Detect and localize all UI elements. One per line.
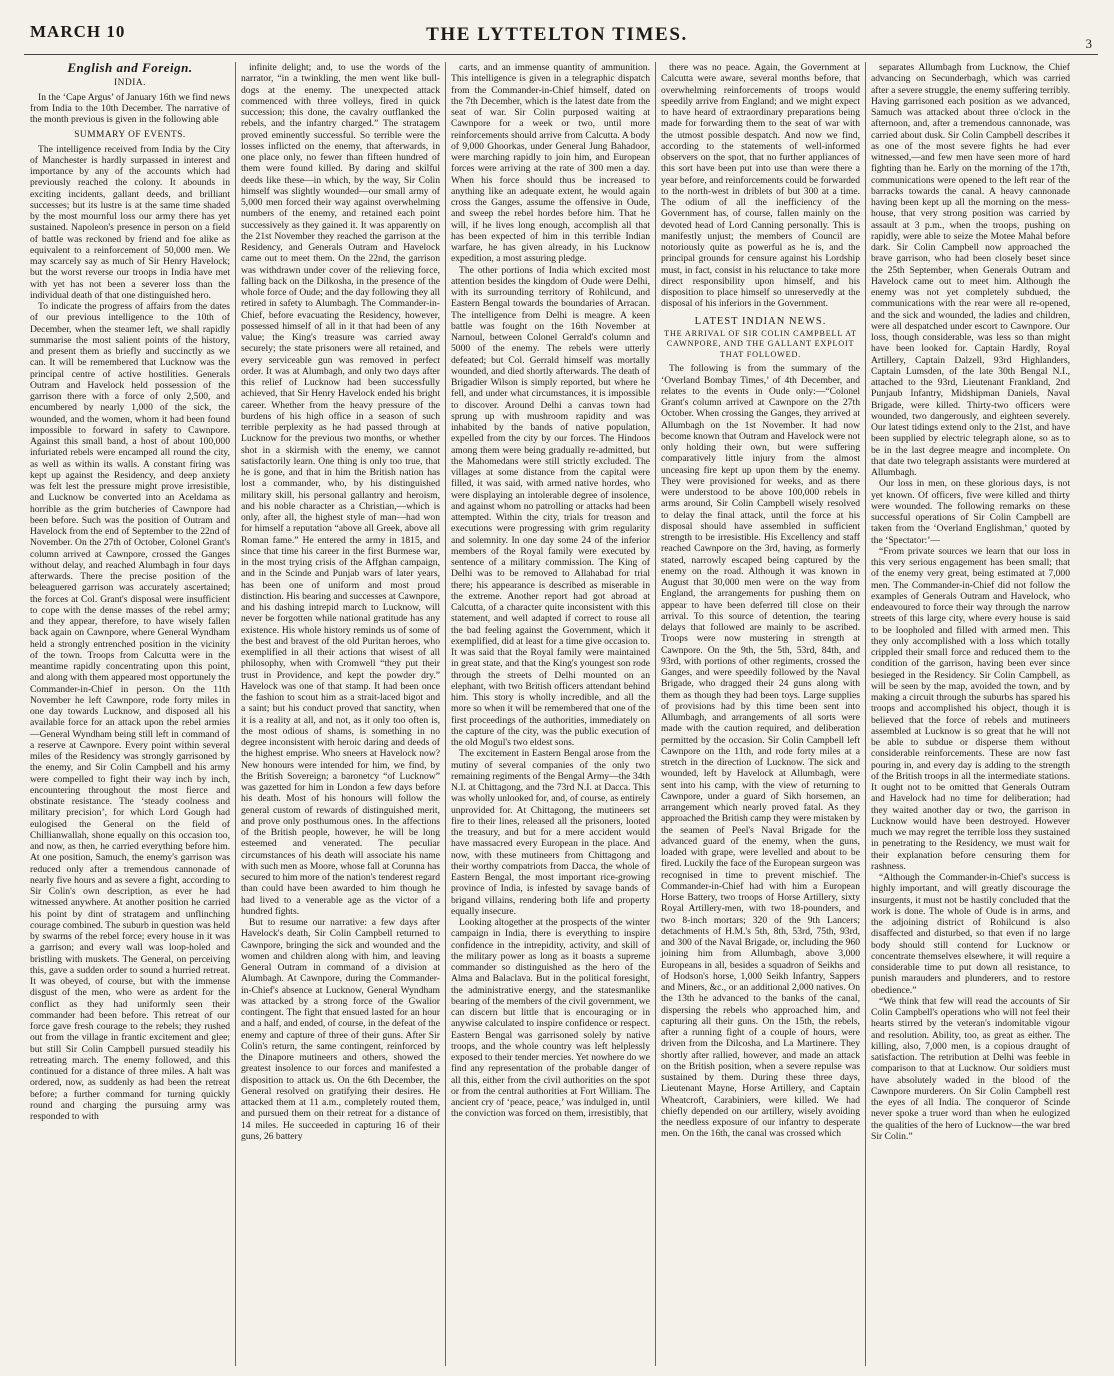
article-columns (25, 62, 1105, 1366)
masthead-rule (24, 54, 1098, 55)
article-heading-india: INDIA. (114, 78, 146, 89)
paragraph: infinite delight; and, to use the words of the narrator, “in a twinkling, the men went like bull-dogs at the enemy. The unexpected attack commenced with three volleys, fired in quick succession; this done, the cavalry outflanked the rebels, and the infantry charged.” The stratagem proved eminently successful. So terrible were the losses inflicted on the enemy, that afterwards, in one place only, no fewer than fifteen hundred of them were found killed. By daring and skilful deeds like these—in which, by the way, Sir Colin himself was slightly wounded—our small army of 5,000 men forced their way against overwhelming numbers of the enemy, and retained each point successively as they gained it. It was apparently on the 21st November they reached the garrison at the Residency, and Generals Outram and Havelock came out to meet them. On the 22nd, the garrison was withdrawn under cover of the relieving force, falling back on the Dilkosha, in the presence of the whole force of Oude; and the day following they all retired in safety to Alumbagh. The Commander-in-Chief, before evacuating the Residency, however, possessed himself of all in it that had been of any value; the King's treasure was carried away securely; the state prisoners were all retained, and every serviceable gun was removed in perfect order. It was at Alumbagh, and only two days after this relief of Lucknow had been successfully achieved, that Sir Henry Havelock ended his bright career. Whether from the heavy pressure of the burdens of his high office in a season of such terrible perplexity as he had passed through at Lucknow for the previous two months, or whether shot in a skirmish with the enemy, we cannot satisfactorily learn. One thing is only too true, that he is gone, and that in him the British nation has lost a commander, who, by his distinguished military skill, his personal gallantry and heroism, and his noble character as a Christian,—which is only, after all, the highest style of man—had won for himself a reputation “above all Greek, above all Roman fame.” He entered the army in 1815, and since that time his career in the first Burmese war, in the most trying crisis of the Affghan campaign, and in the Scinde and Punjab wars of later years, has been one of uniform and most proud distinction. His bearing and successes at Cawnpore, and his dashing intrepid march to Lucknow, will never be forgotten while national gratitude has any existence. His whole history reminds us of some of the best and bravest of the old Puritan heroes, who exemplified in all their actions that wisest of all philosophy, when with Cromwell “they put their trust in Providence, and kept the powder dry.” Havelock was one of that stamp. It had been once the fashion to scout him as a strait-laced bigot and a saint; but his conduct proved that sanctity, when it is a reality at all, and not, as it only too often is, the most odious of shams, is something in no degree inconsistent with heroic daring and deeds of the highest emprise. Who sneers at Havelock now? New honours were intended for him, we find, by the British Sovereign; a baronetcy “of Lucknow” was gazetted for him in London a few days before his death. Most of his honours will follow the general custom of rewards of distinguished merit, and prove only posthumous ones. In the affections of the British people, however, he will be long esteemed and venerated. The peculiar circumstances of his death will associate his name with such men as Moore, whose fall at Corunna has secured to him more of the nation's tenderest regard than could have been awarded to him though he had lived to a venerable age as the victor of a hundred fights. (241, 62, 441, 917)
column-3 (445, 62, 655, 1366)
paragraph: carts, and an immense quantity of ammunition. This intelligence is given in a telegraphic dispatch from the Commander-in-Chief himself, dated on the 7th December, which is the latest date from the seat of war. Sir Colin purposed waiting at Cawnpore for a week or two, until more reinforcements should arrive from Calcutta. A body of 9,000 Ghoorkas, under General Jung Bahadoor, were marching rapidly to join him, and European forces were arriving at the rate of 300 men a day. When his force should thus be increased to anything like an adequate extent, he would again cross the Ganges, assume the offensive in Oude, and sweep the rebel hordes before him. That he will, if he lives long enough, accomplish all that has been expected of him in this terrible Indian warfare, he has given already, in his Lucknow expedition, a most assuring pledge. (451, 62, 650, 265)
page-number: 3 (1085, 36, 1092, 51)
paragraph: there was no peace. Again, the Government at Calcutta were aware, several months before, that overwhelming reinforcements of troops would speedily arrive from England; and we might expect to have heard of extraordinary preparations being made for forwarding them to the seat of war with the utmost possible despatch. And now we find, according to the statements of well-informed observers on the spot, that no further appliances of this sort have been put into use than were there a year before, and reinforcements could be forwarded to the north-west in driblets of but 300 at a time. The odium of all the inefficiency of the Government has, of course, fallen mainly on the devoted head of Lord Canning personally. This is manifestly unjust; the members of Council are notoriously quite as powerful as he is, and the principal grounds for censure against his Lordship must, in fact, consist in his reluctance to take more direct responsibility upon himself, and his disposition to place himself so unreservedly at the disposal of his inferiors in the Government. (661, 62, 860, 310)
paragraph: But to resume our narrative: a few days after Havelock's death, Sir Colin Campbell returned to Cawnpore, bringing the sick and wounded and the women and children along with him, and leaving General Outram in command of a division at Alumbagh. At Cawnpore, during the Commander-in-Chief's absence at Lucknow, General Wyndham was attacked by a strong force of the Gwalior contingent. The fight that ensued lasted for an hour and a half, and ended, of course, in the defeat of the enemy and capture of three of their guns. After Sir Colin's return, the same contingent, reinforced by the Dinapore mutineers and others, showed the greatest insolence to our forces and manifested a disposition to attack us. On the 6th December, the General resolved on gratifying their desires. He attacked them at 11 a.m., completely routed them, and pursued them on their retreat for a distance of 14 miles. He succeeded in capturing 16 of their guns, 26 battery (241, 917, 440, 1142)
paragraph: The other portions of India which excited most attention besides the kingdom of Oude were Delhi, with its surrounding territory of Rohilcund, and Eastern Bengal towards the boundaries of Arracan. The intelligence from Delhi is meagre. A keen battle was fought on the 16th November at Narnoul, between Colonel Gerrald's column and 5000 of the enemy. The rebels were utterly defeated; but Col. Gerrald himself was mortally wounded, and died shortly afterwards. The death of Brigadier Wilson is simply reported, but where he fell, and under what circumstances, it is impossible to discover. Around Delhi a canvas town had sprung up with mushroom rapidity and was inhabited by the bands of native population, expelled from the city by our forces. The Hindoos among them were being gradually re-admitted, but the Mahomedans were still strictly excluded. The villages at some distance from the capital were filled, it was said, with armed native hordes, who were displaying an intolerable degree of insolence, and against whom no patrolling or attacks had been attempted. Within the city, trials for treason and executions were progressing with grim regularity and solemnity. In one day some 24 of the inferior members of the Royal family were executed by sentence of a military commission. The King of Delhi was to be removed to Allahabad for trial there; his appearance is described as miserable in the extreme. Another report had got abroad at Calcutta, of a character quite inconsistent with this statement, and well adapted if correct to rouse all the bad feeling against the Government, which it exemplified, did at least for a time give occasion to. It was said that the Royal family were maintained in great state, and that the King's youngest son rode through the streets of Delhi mounted on an elephant, with two British officers attendant behind him. This story is wholly incredible, and all the more so when it will be remembered that one of the first proceedings of the authorities, immediately on the capture of the city, was the public execution of the old Mogul's two eldest sons. (451, 264, 651, 748)
paragraph: The following is from the summary of the ‘Overland Bombay Times,’ of 4th December, and relates to the events in Oude only:—“Colonel Grant's column arrived at Cawnpore on the 27th October. When crossing the Ganges, they arrived at Allumbagh on the 1st November. It had now become known that Outram and Havelock were not only holding their own, but were suffering comparatively little injury from the almost unceasing fire kept up upon them by the enemy. They were provisioned for weeks, and as there were understood to be above 100,000 rebels in arms around, Sir Colin Campbell wisely resolved to delay the final attack, until the force at his disposal should have assembled in sufficient strength to be irresistible. His Excellency and staff reached Cawnpore on the 3rd, having, as formerly stated, narrowly escaped being captured by the enemy on the road. Although it was known in August that 30,000 men were on the way from England, the arrangements for pushing them on appear to have been deferred till close on their arrival. To this source of detention, the tearing delays that followed are mainly to be ascribed. Troops were now mustering in strength at Cawnpore. On the 9th, the 5th, 53rd, 84th, and 93rd, with portions of other regiments, crossed the Ganges, and were speedily followed by the Naval Brigade, who dragged their 24 guns along with them as though they had been toys. Large supplies of provisions had by this time been sent into Allumbagh, and arrangements of all sorts were made with the caution required, and deliberation permitted by the occasion. Sir Colin Campbell left Cawnpore on the 11th, and rode forty miles at a stretch in the direction of Lucknow. The sick and wounded, left by Havelock at Allumbagh, were sent into his camp, with the view of returning to Cawnpore, under a guard of Sikh horsemen, an arrangement which nearly proved fatal. As they approached the British camp they were mistaken by the seamen of Peel's Naval Brigade for the advanced guard of the enemy, when the guns, loaded with grape, were levelled and about to be fired. Luckily the face of the European surgeon was recognised in time to prevent mischief. The Commander-in-Chief had with him a European Horse Battery, two troops of Horse Artillery, sixty Royal Artillery-men, with two 18-pounders, and two 8-inch mortars; 320 of the 9th Lancers; detachments of H.M.'s 5th, 8th, 53rd, 75th, 93rd, and 300 of the Naval Brigade, or, including the 960 joining him from Allumbagh, above 3,000 Europeans in all, besides a squadron of Seikhs and of Hodson's horse, 1,000 Seikh Infantry, Sappers and Miners, &c., or an additional 2,000 natives. On the 13th he advanced to the banks of the canal, dispersing the rebels who approached him, and capturing all their guns. On the 15th, the rebels, after a running fight of a couple of hours, were driven from the Dilcosha, and La Martinere. They shortly after rallied, however, and made an attack on the British position, when a severe repulse was sustained by them. During these three days, Lieutenant Mayne, Horse Artillery, and Captain Wheatcroft, Carabiniers, were killed. We had chiefly depended on our artillery, wisely avoiding the needless exposure of our infantry to desperate men. On the 16th, the canal was crossed which (661, 363, 861, 1140)
paragraph: The intelligence received from India by the City of Manchester is hardly surpassed in interest and importance by any of the accounts which had previously reached the colony. It abounds in exciting incidents, gallant deeds, and brilliant successes; but its lustre is at the same time shaded by the most mournful loss our army there has yet sustained. Napoleon's presence in person on a field of battle was reckoned by friend and foe alike as equivalent to a reinforcement of 50,000 men. We may scarcely say as much of Sir Henry Havelock; but the worst reverse our troops in India have met with yet has not been a severer loss than the individual death of that one distinguished hero. (30, 143, 230, 301)
paragraph: Our loss in men, on these glorious days, is not yet known. Of officers, five were killed and thirty were wounded. The following remarks on these successful operations of Sir Colin Campbell are taken from the ‘Overland Englishman,’ quoted by the ‘Spectator:’— (871, 478, 1070, 546)
latest-news-heading: LATEST INDIAN NEWS. (694, 315, 827, 327)
latest-news-subheading: THE ARRIVAL OF SIR COLIN CAMPBELL AT CAWNPORE, AND THE GALLANT EXPLOIT THAT FOLLOWED. (664, 328, 857, 359)
column-2 (235, 62, 445, 1366)
paragraph: To indicate the progress of affairs from the dates of our previous intelligence to the 10th of December, when the steamer left, we shall rapidly summarise the most salient points of the history, and present them as briefly and succinctly as we can. It will be remembered that Lucknow was the principal centre of active hostilities. Generals Outram and Havelock held possession of the garrison there with a force of only 2,500, and encumbered by nearly 1,000 of the sick, the wounded, and the women, whom it had been found impossible to forward in safety to Cawnpore. Against this small band, a host of about 100,000 infuriated rebels were encamped all round the city, as well as within its walls. A constant firing was kept up against the Residency, and deep anxiety was felt lest the pressure might prove irresistible, and Lucknow be converted into an Aceldama as horrible as the grim butcheries of Cawnpore had been before. Such was the position of Outram and Havelock from the end of September to the 22nd of November. On the 27th of October, Colonel Grant's column arrived at Cawnpore, crossed the Ganges without delay, and reached Alumbagh in four days afterwards. There the precise position of the beleaguered garrison was accurately ascertained; the forces at Col. Grant's disposal were insufficient to cope with the dense masses of the rebel army; and they appear, therefore, to have wisely fallen back again on Cawnpore, where General Wyndham held a strongly entrenched position in the vicinity of the town. Troops from Calcutta were in the meantime rapidly concentrating upon this point, and along with them appeared most opportunely the Commander-in-Chief in person. On the 11th November he left Cawnpore, rode forty miles in one day towards Lucknow, and disposed all his available force for an attack upon the rebel armies—General Wyndham being still left in command of a reserve at Cawnpore. Every point within several miles of the Residency was strongly garrisoned by the enemy, and Sir Colin Campbell and his army were compelled to fight their way inch by inch, encountering throughout the most fierce and obstinate resistance. The ‘steady coolness and military precision’, for which Lord Gough had eulogised the General on the field of Chillianwallah, shone equally on this occasion too, and now, as then, he carried everything before him. At one position, Samuch, the enemy's garrison was reduced only after a tremendous cannonade of nearly five hours and as severe a fight, according to Sir Colin's own description, as ever he had witnessed anywhere. At another position he carried his point by dint of stratagem and unflinching courage combined. The suburb in question was held by swarms of the rebel force; every house in it was a garrison; and every wall was loop-holed and bristling with muskets. The General, on perceiving this, gave a sudden order to sound a hurried retreat. It was obeyed, of course, but with the immense disgust of the men, who were as ardent for the conflict as they had uniformly seen their commander had been before. This retreat of our force gave fresh courage to the rebels; they rushed out from the village in frantic excitement and glee; but still Sir Colin Campbell pursued steadily his retreating march. The enemy followed, and this continued for a distance of three miles. A halt was ordered, now, as suddenly as had been the retreat before; a further command for turning quickly round and charging the pursuing army was responded to with (30, 301, 230, 1122)
paragraph: “Although the Commander-in-Chief's success is highly important, and will greatly discourage the insurgents, it must not be hastily concluded that the work is done. The whole of Oude is in arms, and the adjoining district of Rohilcund is also disaffected and disturbed, so that even if no large body should still contend for Lucknow or concentrate themselves elsewhere, it will require a considerable time to put down all resistance, to punish marauders and plunderers, and to restore obedience.” (871, 872, 1070, 996)
column-4 (655, 62, 865, 1366)
paragraph: “We think that few will read the accounts of Sir Colin Campbell's operations who will not feel their hearts stirred by the veteran's indomitable vigour and resolution. Ability, too, as great as either. The killing, also, 7,000 men, is a copious draught of satisfaction. The retribution at Delhi was feeble in comparison to that at Lucknow. Our soldiers must have absolutely waded in the blood of the Cawnpore murderers. On Sir Colin Campbell rest the eyes of all India. The conqueror of Scinde never spoke a truer word than when he eulogized the qualities of the hero of Lucknow—the war bred Sir Colin.” (871, 995, 1070, 1142)
summary-heading: SUMMARY OF EVENTS. (74, 130, 186, 141)
paragraph: The excitement in Eastern Bengal arose from the mutiny of several companies of the only two remaining regiments of the Bengal Army—the 34th N.I. at Chittagong, and the 73rd N.I. at Dacca. This was wholly unlooked for, and, of course, as entirely unprovided for. At Chittagong, the mutineers set fire to their lines, released all the prisoners, looted the treasury, and but for a mere accident would have massacred every European in the place. And now, with these mutineers from Chittagong and their worthy compatriots from Dacca, the whole of Eastern Bengal, the most important rice-growing province of India, is infested by savage bands of brigand villains, rendering both life and property equally insecure. (451, 748, 650, 917)
paragraph: separates Allumbagh from Lucknow, the Chief advancing on Secunderbagh, which was carried after a severe struggle, the enemy suffering terribly. Having garrisoned each position as we advanced, Samuch was attacked about three o'clock in the afternoon, and, after a tremendous cannonade, was carried about dusk. Sir Colin Campbell describes it as one of the most severe fights he had ever witnessed,—and few men have seen more of hard fighting than he. Early on the morning of the 17th, communications were opened to the left rear of the barracks towards the canal. A heavy cannonade having been kept up all the morning on the mess-house, that very strong position was carried by assault at 3 p.m., when the troops, pushing on rapidly, were able to seize the Motee Mahal before dark. Sir Colin Campbell now approached the brave garrison, who had been closely beset since the 25th September, when Generals Outram and Havelock came out to meet him. Although the enemy was not yet completely subdued, the communications with the rear were all re-opened, and the sick and wounded, the ladies and children, were all despatched under escort to Cawnpore. Our loss, though considerable, was less so than might have been looked for. Captain Hardly, Royal Artillery, Captain Dalzell, 93rd Highlanders, Captain Lumsden, of the late 30th Bengal N.I., attached to the 93rd, Lieutenant Frankland, 2nd Punjaub Infantry, Midshipman Daniels, Naval Brigade, were killed. Thirty-two officers were wounded, two dangerously, and eighteen severely. Our latest tidings extend only to the 21st, and have been supplied by electric telegraph alone, so as to be in the last degree meagre and incomplete. On that date two telegraph assistants were murdered at Allumbagh. (871, 62, 1070, 478)
issue-date: MARCH 10 (30, 22, 126, 41)
newspaper-title: THE LYTTELTON TIMES. (426, 24, 688, 45)
column-1 (25, 62, 235, 1366)
paragraph: In the ‘Cape Argus’ of January 16th we find news from India to the 10th December. The narrative of the month previous is given in the following able (30, 91, 230, 125)
paragraph: Looking altogether at the prospects of the winter campaign in India, there is everything to inspire confidence in the intrepidity, activity, and skill of the military power as long as it boasts a supreme commander so distinguished as the hero of the Alma and Balaclava. But in the political foresight, the administrative energy, and the statesmanlike bearing of the members of the civil government, we can discern but little that is encouraging or in anywise calculated to inspire confidence or respect. Eastern Bengal was garrisoned solely by native troops, and the whole country was left helplessly exposed to their tender mercies. Yet nowhere do we find any representation of the probable danger of all this, either from the civil authorities on the spot or from the central authorities at Fort William. The ancient cry of ‘peace, peace,’ was indulged in, until the conviction was forced on them, irresistibly, that (451, 917, 651, 1120)
column-5 (865, 62, 1075, 1366)
section-heading: English and Foreign. (67, 62, 193, 75)
masthead (0, 0, 1114, 56)
paragraph: “From private sources we learn that our loss in this very serious engagement has been small; that of the enemy very great, being estimated at 7,000 men. The Commander-in-Chief did not follow the examples of Generals Outram and Havelock, who endeavoured to force their way through the narrow streets of this large city, where every house is said to be loopholed and filled with armed men. This they only accomplished with a loss which totally crippled their small force and reduced them to the condition of the garrison, having been ever since besieged in the Residency. Sir Colin Campbell, as will be seen by the map, avoided the town, and by making a circuit through the suburbs has spared his troops and accomplished his object, though it is believed that the force of rebels and mutineers assembled at Lucknow is so great that he will not be able to subdue or disperse them without considerable reinforcements. These are now fast pouring in, and every day is adding to the strength of the British troops in all the intermediate stations. It ought not to be omitted that Generals Outram and Havelock had no time for deliberation; had they waited another day or two, the garrison in Lucknow would have been destroyed. However much we may regret the terrible loss they sustained in penetrating to the Residency, we must wait for their explanation before censuring them for rashness. (871, 545, 1070, 872)
